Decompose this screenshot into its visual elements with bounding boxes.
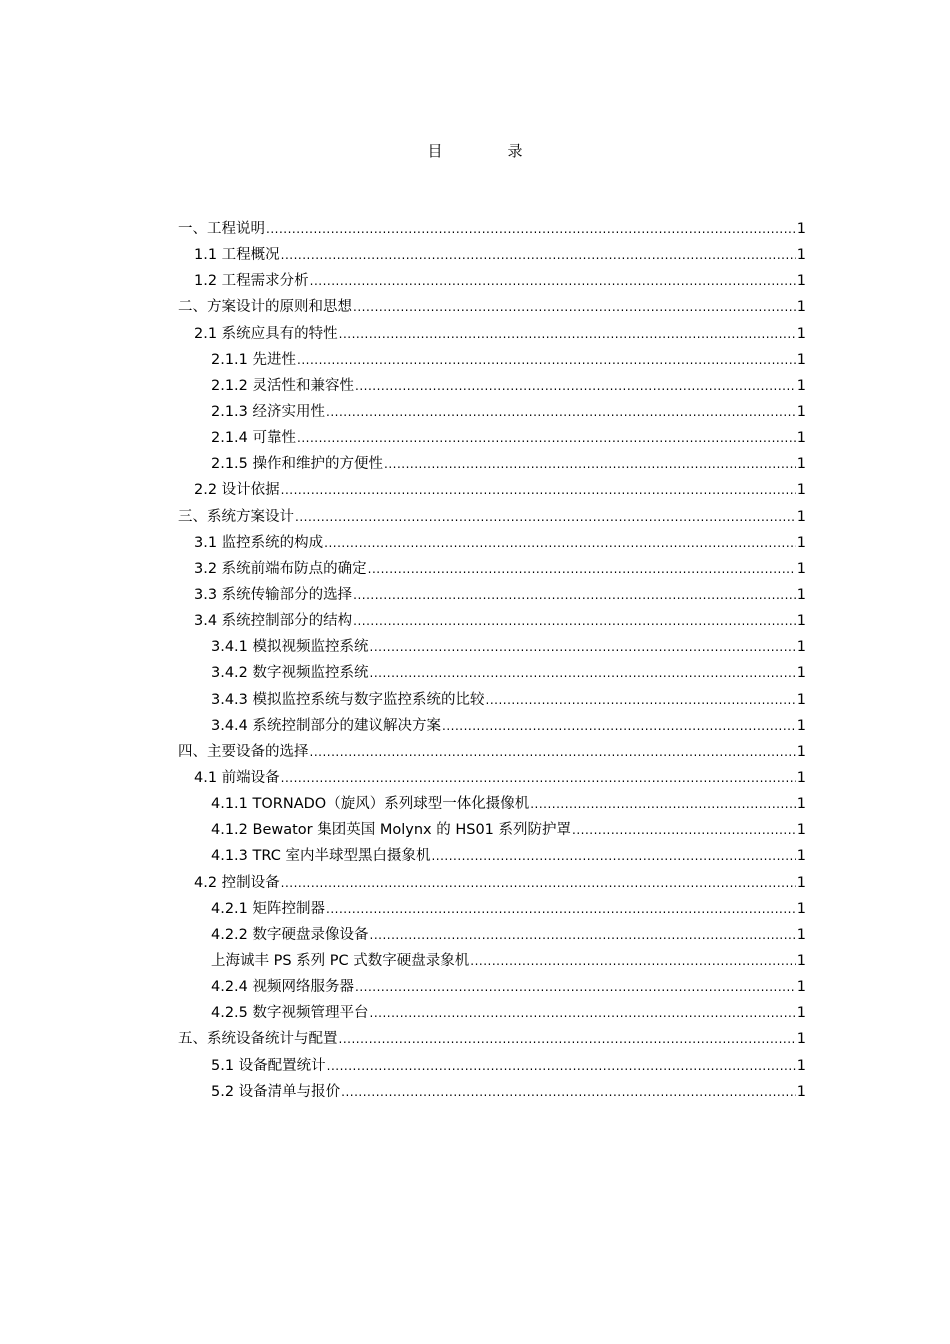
toc-entry-label: 一、工程说明 [178,221,265,237]
toc-entry[interactable] [178,817,806,843]
toc-entry[interactable] [178,896,806,922]
toc-entry[interactable] [178,608,806,634]
toc-entry-page-number: 1 [796,926,806,943]
toc-leader-dots [370,660,796,686]
toc-entry-page-number: 1 [796,717,806,734]
toc-entry[interactable] [178,791,806,817]
toc-entry-page-number: 1 [796,900,806,917]
toc-entry-label: 2.1.1 先进性 [211,351,297,368]
toc-entry-page-number: 1 [796,952,806,969]
toc-entry[interactable] [178,477,806,503]
toc-entry-page-number: 1 [796,822,806,839]
toc-entry-page-number: 1 [796,586,806,603]
toc-entry-label: 二、方案设计的原则和思想 [178,299,352,316]
toc-leader-dots [370,1000,796,1026]
toc-title-char-1: 目 [427,142,443,160]
toc-leader-dots [442,713,796,739]
toc-list [178,216,806,1105]
toc-entry[interactable] [178,739,806,765]
toc-entry-label: 2.1.2 灵活性和兼容性 [211,377,355,394]
toc-entry-label: 4.1 前端设备 [194,769,280,786]
toc-entry-label: 2.1.4 可靠性 [211,430,297,447]
toc-entry-label: 4.2 控制设备 [194,874,280,891]
toc-entry[interactable] [178,948,806,974]
toc-entry-label: 三、系统方案设计 [178,508,294,525]
toc-entry-page-number: 1 [796,1005,806,1022]
toc-leader-dots [310,739,796,765]
toc-entry-page-number: 1 [796,508,806,525]
toc-entry-page-number: 1 [796,273,806,290]
toc-leader-dots [326,399,796,425]
toc-leader-dots [297,425,796,451]
toc-entry[interactable] [178,242,806,268]
toc-entry-label: 3.4.4 系统控制部分的建议解决方案 [211,717,442,734]
toc-entry-label: 2.1.3 经济实用性 [211,403,326,420]
toc-entry[interactable] [178,1000,806,1026]
toc-entry-page-number: 1 [796,848,806,865]
toc-entry[interactable] [178,687,806,713]
toc-leader-dots [326,896,796,922]
toc-entry-label: 五、系统设备统计与配置 [178,1031,338,1048]
toc-entry-label: 4.2.4 视频网络服务器 [211,979,355,996]
toc-entry-page-number: 1 [796,613,806,630]
toc-entry-page-number: 1 [796,456,806,473]
toc-entry-page-number: 1 [796,1083,806,1100]
toc-leader-dots [339,321,796,347]
toc-leader-dots [341,1079,796,1105]
toc-entry-label: 4.2.1 矩阵控制器 [211,900,326,917]
toc-entry-page-number: 1 [796,325,806,342]
toc-entry-page-number: 1 [796,1031,806,1048]
toc-entry[interactable] [178,294,806,320]
toc-entry[interactable] [178,870,806,896]
toc-entry-label: 上海诚丰 PS 系列 PC 式数字硬盘录象机 [211,952,470,969]
toc-entry-label: 四、主要设备的选择 [178,743,309,760]
toc-leader-dots [530,791,796,817]
toc-entry-label: 2.2 设计依据 [194,482,280,499]
toc-entry-page-number: 1 [796,560,806,577]
toc-entry-label: 3.1 监控系统的构成 [194,534,324,551]
toc-entry[interactable] [178,974,806,1000]
toc-entry-page-number: 1 [796,691,806,708]
toc-leader-dots [310,268,796,294]
toc-leader-dots [470,948,796,974]
toc-entry-label: 3.2 系统前端布防点的确定 [194,560,367,577]
toc-entry[interactable] [178,373,806,399]
toc-leader-dots [339,1026,796,1052]
toc-entry[interactable] [178,713,806,739]
toc-leader-dots [353,294,796,320]
toc-entry[interactable] [178,321,806,347]
toc-entry-label: 3.4.2 数字视频监控系统 [211,665,369,682]
toc-leader-dots [281,242,796,268]
toc-title [0,140,950,161]
toc-entry[interactable] [178,765,806,791]
toc-leader-dots [370,634,796,660]
toc-entry-page-number: 1 [796,874,806,891]
toc-entry-page-number: 1 [796,1057,806,1074]
toc-entry-label: 4.1.3 TRC 室内半球型黑白摄象机 [211,848,431,865]
toc-entry-label: 2.1 系统应具有的特性 [194,325,338,342]
toc-entry-label: 3.4.3 模拟监控系统与数字监控系统的比较 [211,691,485,708]
toc-entry-label: 4.2.2 数字硬盘录像设备 [211,926,369,943]
toc-entry[interactable] [178,634,806,660]
toc-leader-dots [295,504,796,530]
toc-leader-dots [486,687,796,713]
toc-leader-dots [297,347,796,373]
toc-leader-dots [281,870,796,896]
toc-entry[interactable] [178,268,806,294]
toc-leader-dots [370,922,796,948]
toc-entry[interactable] [178,556,806,582]
toc-entry-label: 4.2.5 数字视频管理平台 [211,1005,369,1022]
toc-entry-label: 4.1.2 Bewator 集团英国 Molynx 的 HS01 系列防护罩 [211,822,571,839]
toc-entry-label: 3.3 系统传输部分的选择 [194,586,353,603]
toc-entry-page-number: 1 [796,743,806,760]
toc-entry-page-number: 1 [796,639,806,656]
toc-title-char-2: 录 [507,142,523,160]
toc-entry-label: 3.4.1 模拟视频监控系统 [211,639,369,656]
toc-entry-page-number: 1 [796,534,806,551]
toc-entry-page-number: 1 [796,247,806,264]
toc-entry-page-number: 1 [796,979,806,996]
toc-entry-page-number: 1 [796,796,806,813]
toc-entry-label: 1.2 工程需求分析 [194,273,309,290]
toc-entry[interactable] [178,843,806,869]
toc-entry[interactable] [178,216,806,242]
toc-entry[interactable] [178,451,806,477]
toc-entry-page-number: 1 [796,377,806,394]
toc-leader-dots [368,556,796,582]
toc-entry-label: 1.1 工程概况 [194,247,280,264]
toc-entry[interactable] [178,1053,806,1079]
toc-entry[interactable] [178,425,806,451]
toc-leader-dots [281,477,796,503]
toc-entry-page-number: 1 [796,351,806,368]
toc-entry-page-number: 1 [796,221,806,237]
toc-leader-dots [324,530,796,556]
toc-leader-dots [353,582,796,608]
toc-entry[interactable] [178,347,806,373]
toc-entry[interactable] [178,582,806,608]
toc-leader-dots [281,765,796,791]
toc-leader-dots [572,817,796,843]
toc-entry-page-number: 1 [796,403,806,420]
toc-entry-page-number: 1 [796,769,806,786]
toc-leader-dots [384,451,796,477]
toc-entry[interactable] [178,1026,806,1052]
toc-entry-page-number: 1 [796,430,806,447]
toc-entry[interactable] [178,504,806,530]
toc-entry[interactable] [178,530,806,556]
toc-entry-page-number: 1 [796,665,806,682]
toc-entry[interactable] [178,399,806,425]
toc-leader-dots [353,608,796,634]
toc-entry-label: 3.4 系统控制部分的结构 [194,613,353,630]
toc-entry-label: 5.1 设备配置统计 [211,1057,326,1074]
toc-entry-page-number: 1 [796,482,806,499]
toc-entry[interactable] [178,1079,806,1105]
toc-leader-dots [327,1053,796,1079]
toc-leader-dots [431,843,795,869]
toc-entry-label: 5.2 设备清单与报价 [211,1083,341,1100]
toc-entry[interactable] [178,922,806,948]
toc-entry[interactable] [178,660,806,686]
toc-entry-label: 4.1.1 TORNADO（旋风）系列球型一体化摄像机 [211,796,530,813]
toc-leader-dots [355,373,796,399]
toc-entry-page-number: 1 [796,299,806,316]
toc-leader-dots [266,216,796,242]
toc-leader-dots [355,974,796,1000]
toc-entry-label: 2.1.5 操作和维护的方便性 [211,456,384,473]
